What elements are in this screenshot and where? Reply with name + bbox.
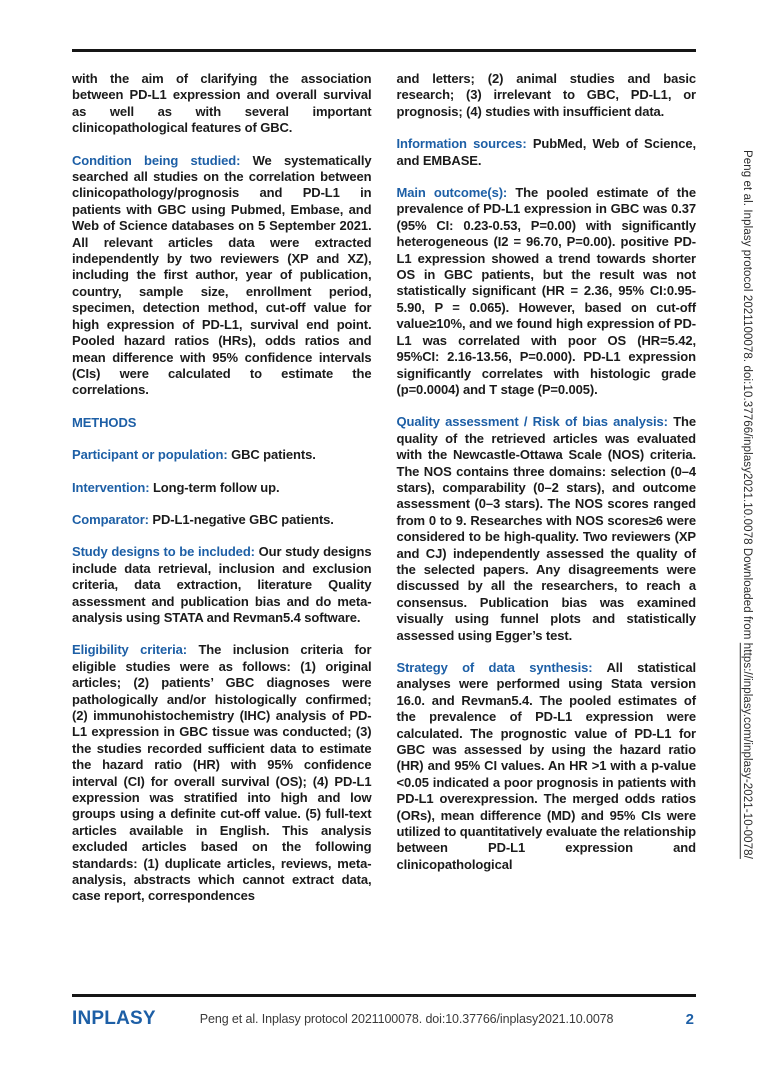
- paragraph-label: Eligibility criteria:: [72, 642, 199, 658]
- footer-citation: Peng et al. Inplasy protocol 2021100078. doi:10.37766/inplasy2021.10.0078: [199, 1012, 614, 1026]
- paragraph: Strategy of data synthesis: All statistical analyses were performed using Stata version 16.0. and Revman5.4. The pooled estimates of the prevalence of PD-L1 expression were calculated. The prognostic value of PD-L1 for GBC was assessed by using the hazard ratio (HR) and 95% CI values. An HR >1 with a p-value <0.05 indicated a poor prognosis in patients with PD-L1 overexpression. The merged odds ratios (ORs), mean difference (MD) and 95% CIs were utilized to quantitatively evaluate the relationship between PD-L1 expression and clinicopathological: [396, 660, 696, 872]
- paragraph: and letters; (2) animal studies and basic research; (3) irrelevant to GBC, PD-L1, or prognosis; (4) studies with insufficient data.: [396, 71, 696, 119]
- paragraph: Comparator: PD-L1-negative GBC patients.: [72, 511, 334, 527]
- paragraph: Study designs to be included: Our study designs include data retrieval, inclusion and exclusion criteria, data extraction, literature Quality assessment and publication bias and do meta-analysis using STATA and Revman5.4 software.: [72, 544, 372, 625]
- section-heading: [72, 415, 372, 431]
- sidebar-citation-text: Peng et al. Inplasy protocol 2021100078. doi:10.37766/inplasy2021.10.0078 Downloaded from: [741, 150, 753, 643]
- paragraph: Participant or population: GBC patients.: [72, 447, 316, 463]
- paragraph: Condition being studied: We systematically searched all studies on the correlation between clinicopathology/prognosis and PD-L1 in patients with GBC using Pubmed, Embase, and Web of Science databases on 5 September 2021. All relevant articles data were extracted independently by two reviewers (XP and XZ), including the first author, year of publication, country, sample size, enrollment period, specimen, detection method, cut-off value for high expression of PD-L1, survival end point. Pooled hazard ratios (HRs), odds ratios and mean difference with 95% confidence intervals (CIs) were calculated to estimate the correlations.: [72, 152, 372, 398]
- footer-rule: [72, 994, 696, 997]
- paragraph-label: Participant or population:: [72, 447, 232, 463]
- sidebar-citation-link[interactable]: https://inplasy.com/inplasy-2021-10-0078/: [741, 642, 753, 859]
- paragraph: Main outcome(s): The pooled estimate of the prevalence of PD-L1 expression in GBC was 0.37 (95% CI: 0.23-0.53, P=0.00) with significantly heterogeneous (I2 = 96.70, P=0.00). positive PD-L1 expression showed a trend towards shorter OS in GBC patients, but the result was not statistically significant (HR = 2.36, 95% CI:0.95-5.90, P = 0.065). However, based on cut-off value≥10%, and we found high expression of PD-L1 was correlated with poor OS (HR=5.42, 95%CI: 2.16-13.56, P=0.000). PD-L1 expression significantly correlates with histologic grade (p=0.0004) and T stage (P=0.005).: [396, 185, 696, 397]
- paragraph: Information sources: PubMed, Web of Science, and EMBASE.: [396, 136, 696, 168]
- text-column-right: [397, 71, 697, 905]
- page-body: [72, 71, 696, 905]
- paragraph: Intervention: Long-term follow up.: [72, 479, 280, 495]
- paragraph-label: Information sources:: [396, 136, 533, 152]
- paragraph: with the aim of clarifying the association between PD-L1 expression and overall survival as well as with several important clinicopathological features of GBC.: [72, 71, 372, 136]
- paragraph: Quality assessment / Risk of bias analysis: The quality of the retrieved articles was evaluated with the Newcastle-Ottawa Scale (NOS) criteria. The NOS contains three domains: selection (0–4 stars), comparability (0–2 stars), and outcome assessment (0–3 stars). The NOS scores ranged from 0 to 9. Researches with NOS scores≥6 were considered to be high-quality. Two reviewers (XP and CJ) independently assessed the quality of the selected papers. Any disagreements were discussed by all the researchers, to reach a consensus. Publication bias was examined visually using funnel plots and statistically assessed using Egger’s test.: [396, 414, 696, 643]
- paragraph-label: Intervention:: [72, 479, 153, 495]
- page-number: 2: [685, 1010, 694, 1028]
- footer: [72, 1008, 696, 1030]
- paragraph-label: Condition being studied:: [72, 152, 253, 168]
- inplasy-logo: INPLASY: [72, 1008, 156, 1029]
- paragraph-label: Strategy of data synthesis:: [396, 660, 607, 675]
- paragraph-label: Quality assessment / Risk of bias analysis:: [396, 414, 674, 430]
- paragraph: Eligibility criteria: The inclusion criteria for eligible studies were as follows: (1) original articles; (2) patients’ GBC diagnoses were pathologically and/or histologically confirmed; (2) immunohistochemistry (IHC) analysis of PD-L1 expression in GBC tissue was conducted; (3) the studies recorded sufficient data to estimate the hazard ratio (HR) with 95% confidence interval (CI) for overall survival (OS); (4) PD-L1 expression was stratified into high and low groups using a definite cut-off value. (5) full-text articles available in English. This analysis excluded articles based on the following standards: (1) duplicate articles, reviews, meta-analysis, abstracts which cannot extract data, case report, correspondences: [72, 642, 372, 904]
- section-heading-label: METHODS: [72, 414, 137, 430]
- paragraph-label: Comparator:: [72, 511, 153, 527]
- top-rule: [72, 49, 696, 52]
- paragraph-label: Main outcome(s):: [396, 185, 516, 201]
- sidebar-citation: [741, 150, 753, 1000]
- text-column-left: [72, 71, 372, 905]
- paragraph-label: Study designs to be included:: [72, 544, 259, 560]
